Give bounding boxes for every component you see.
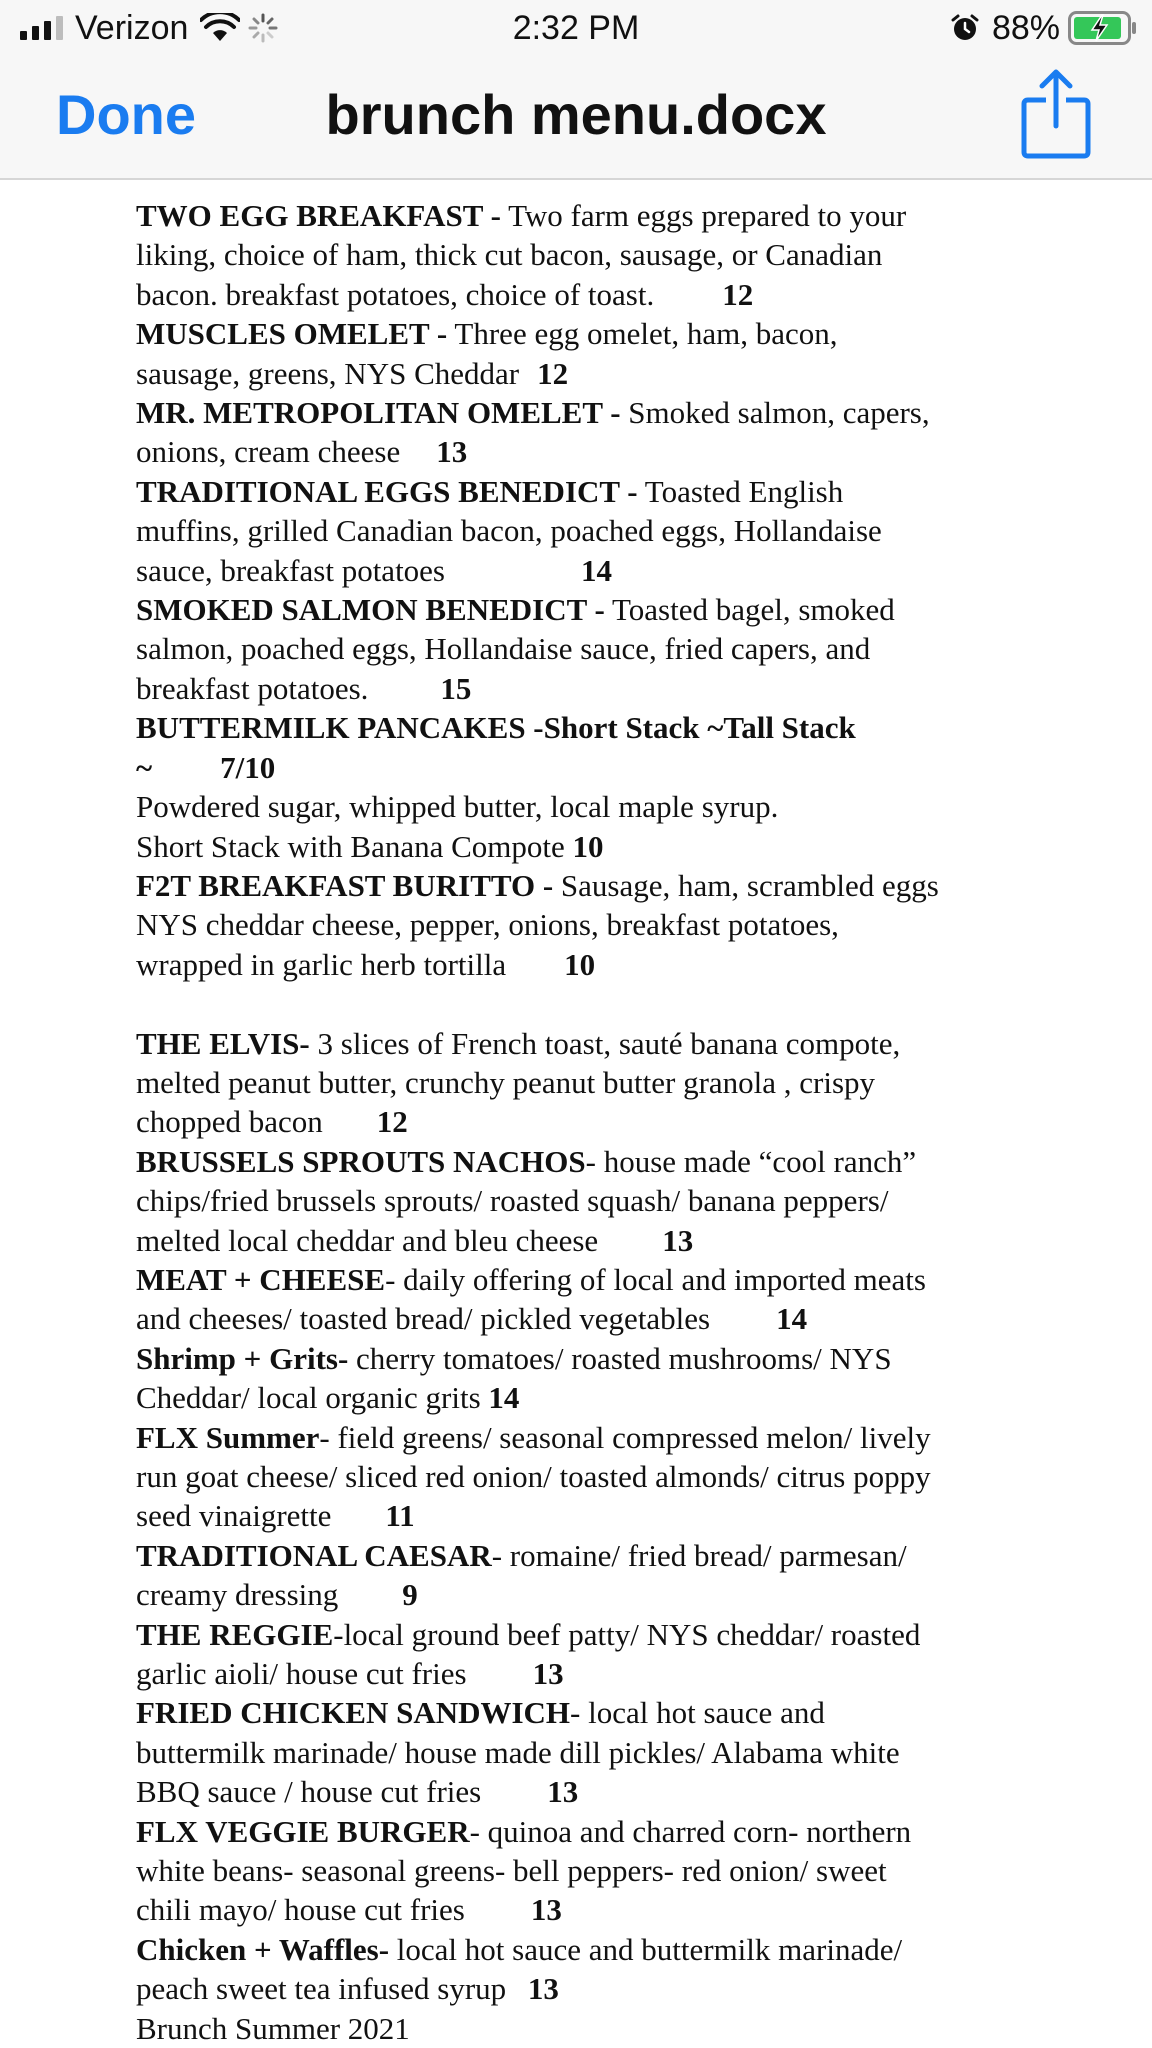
item-price: 10 <box>572 828 604 864</box>
battery-charging-icon <box>1068 11 1138 45</box>
menu-item-traditional-caesar: TRADITIONAL CAESAR- romaine/ fried bread/ parmesan/ <box>136 1537 907 1573</box>
menu-item-mr-metropolitan-omelet: MR. METROPOLITAN OMELET - Smoked salmon, capers, <box>136 395 930 431</box>
status-bar <box>0 0 1152 56</box>
item-name: Chicken + Waffles- <box>136 1931 390 1967</box>
item-price: 13 <box>532 1656 564 1692</box>
item-name: TWO EGG BREAKFAST - <box>136 198 501 233</box>
menu-item-the-reggie: THE REGGIE-local ground beef patty/ NYS cheddar/ roasted <box>136 1616 921 1652</box>
item-name: THE REGGIE <box>136 1616 334 1652</box>
nav-bar <box>0 56 1152 180</box>
menu-item-two-egg-breakfast: TWO EGG BREAKFAST - Two farm eggs prepared to your <box>136 198 907 233</box>
menu-item-smoked-salmon-benedict: SMOKED SALMON BENEDICT - Toasted bagel, smoked <box>136 592 895 628</box>
document-body: TWO EGG BREAKFAST - Two farm eggs prepared to your liking, choice of ham, thick cut bacon, sausage, or Canadian bacon. breakfast potatoes, choice of toast. 12 MUSCLES OMELET - Three egg omelet, ham, bacon, sausage, greens, NYS Cheddar 12 MR. METROPOLITAN OMELET - Smoked salmon, capers, onions, cream cheese 13 TRADITIONAL EGGS BENEDICT - Toasted English muffins, grilled Canadian bacon, poached eggs, Hollandaise sauce, breakfast potatoes 14 SMOKED SALMON BENEDICT - Toasted bagel, smoked salmon, poached eggs, Hollandaise sauce, fried capers, and breakfast potatoes. 15 BUTTERMILK PANCAKES -Short Stack ~Tall Stack ~ 7/10 Powdered sugar, whipped butter, local maple syrup. Short Stack with Banana Compote 10 F2T BREAKFAST BURITTO - Sausage, ham, scrambled eggs NYS cheddar cheese, pepper, onions, breakfast potatoes, wrapped in garlic herb tortilla 10 THE ELVIS- 3 slices of French toast, sauté banana compote, melted peanut butter, crunchy peanut butter granola , crispy chopped bacon 12 BRUSSELS SPROUTS NACHOS- house made “cool ranch” chips/fried brussels sprouts/ roasted squash/ banana peppers/ melted local cheddar and bleu cheese 13 MEAT + CHEESE- daily offering of local and imported meats and cheeses/ toasted bread/ pickled vegetables 14 Shrimp + Grits- cherry tomatoes/ roasted mushrooms/ NYS Cheddar/ local organic grits 14 FLX Summer- field greens/ seasonal compressed melon/ lively run goat cheese/ sliced red onion/ toasted almonds/ citrus poppy seed vinaigrette 11 TRADITIONAL CAESAR- romaine/ fried bread/ parmesan/ creamy dressing 9 THE REGGIE-local ground beef patty/ NYS cheddar/ roasted garlic aioli/ house cut fries 13 FRIED CHICKEN SANDWICH- local hot sauce and buttermilk marinade/ house made dill pickles/ Alabama white BBQ sauce / house cut fries 13 FLX VEGGIE BURGER- quinoa and charred corn- northern white beans- seasonal greens- bell peppers- red onion/ sweet chili mayo/ house cut fries 13 Chicken + Waffles- local hot sauce and buttermilk marinade/ peach sweet tea infused syrup 13 Brunch Summer 2021 <box>136 196 1036 2048</box>
item-name: F2T BREAKFAST BURITTO - <box>136 867 554 903</box>
item-name: TRADITIONAL CAESAR <box>136 1537 492 1573</box>
carrier-label: Verizon <box>75 8 189 47</box>
battery-percent: 88% <box>991 8 1060 47</box>
menu-item-brussels-sprouts-nachos: BRUSSELS SPROUTS NACHOS- house made “cool ranch” <box>136 1143 917 1179</box>
menu-item-buttermilk-pancakes <box>136 708 1036 747</box>
item-price: 12 <box>376 1104 408 1140</box>
menu-item-fried-chicken-sandwich: FRIED CHICKEN SANDWICH- local hot sauce and <box>136 1695 825 1731</box>
item-name: THE ELVIS- <box>136 1025 310 1061</box>
item-price: 14 <box>776 1301 808 1337</box>
item-name: FRIED CHICKEN SANDWICH <box>136 1695 571 1731</box>
item-price: 13 <box>436 434 468 470</box>
item-price: 14 <box>581 552 613 588</box>
menu-item-flx-summer: FLX Summer- field greens/ seasonal compressed melon/ lively <box>136 1419 931 1455</box>
item-price: 7/10 <box>220 749 276 785</box>
item-price: 12 <box>537 355 569 391</box>
menu-item-the-elvis: THE ELVIS- 3 slices of French toast, sauté banana compote, <box>136 1025 901 1061</box>
item-name: FLX VEGGIE BURGER <box>136 1813 470 1849</box>
document-title: brunch menu.docx <box>325 82 827 146</box>
menu-footer: Brunch Summer 2021 <box>136 2010 410 2046</box>
menu-item-flx-veggie-burger: FLX VEGGIE BURGER- quinoa and charred corn- northern <box>136 1813 912 1849</box>
item-name: TRADITIONAL EGGS BENEDICT - <box>136 473 638 509</box>
item-name: MUSCLES OMELET - <box>136 316 448 352</box>
menu-item-meat-cheese: MEAT + CHEESE- daily offering of local and imported meats <box>136 1261 926 1297</box>
menu-item-f2t-breakfast-buritto: F2T BREAKFAST BURITTO - Sausage, ham, scrambled eggs <box>136 867 939 903</box>
alarm-icon <box>950 13 980 43</box>
item-name: MEAT + CHEESE <box>136 1261 386 1297</box>
menu-item-traditional-eggs-benedict: TRADITIONAL EGGS BENEDICT - Toasted English <box>136 473 844 509</box>
item-price: 13 <box>527 1971 559 2007</box>
item-name: SMOKED SALMON BENEDICT - <box>136 592 605 628</box>
item-name: MR. METROPOLITAN OMELET - <box>136 395 621 431</box>
status-time: 2:32 PM <box>512 8 640 47</box>
item-price: 13 <box>662 1222 694 1258</box>
menu-item-muscles-omelet: MUSCLES OMELET - Three egg omelet, ham, bacon, <box>136 316 838 352</box>
status-right <box>950 6 1138 50</box>
item-name: BUTTERMILK PANCAKES -Short Stack ~Tall Stack <box>136 710 856 746</box>
item-price: 9 <box>402 1577 418 1613</box>
item-price: 13 <box>530 1892 562 1928</box>
share-icon[interactable] <box>1018 66 1094 162</box>
item-price: 11 <box>385 1498 415 1534</box>
item-name: Shrimp + Grits- <box>136 1340 349 1376</box>
item-price: 14 <box>488 1380 520 1416</box>
item-price: 12 <box>722 276 754 312</box>
item-price: 13 <box>547 1774 579 1810</box>
item-name: BRUSSELS SPROUTS NACHOS <box>136 1143 586 1179</box>
item-price: 10 <box>564 946 596 982</box>
menu-item-shrimp-grits: Shrimp + Grits- cherry tomatoes/ roasted mushrooms/ NYS <box>136 1340 892 1376</box>
item-price: 15 <box>440 670 472 706</box>
done-button[interactable]: Done <box>56 82 196 146</box>
item-name: FLX Summer <box>136 1419 320 1455</box>
menu-item-chicken-waffles: Chicken + Waffles- local hot sauce and buttermilk marinade/ <box>136 1931 903 1967</box>
